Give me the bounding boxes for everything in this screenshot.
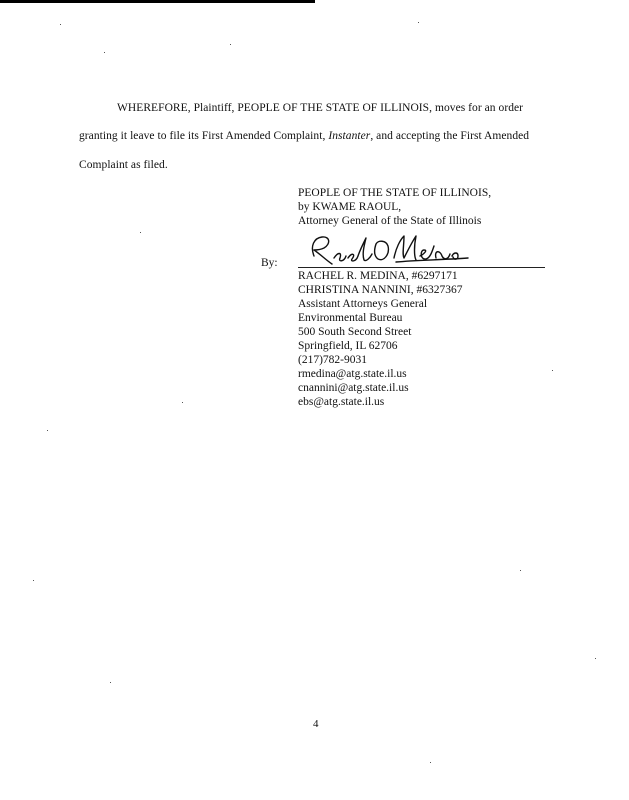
body-line-2-italic: Instanter [328, 130, 371, 142]
scan-speck [552, 370, 553, 371]
scan-speck [104, 52, 105, 53]
attorney-line: Assistant Attorneys General [298, 298, 428, 310]
body-line-2 [79, 130, 529, 142]
signature-line [298, 267, 545, 268]
scan-speck [520, 570, 521, 571]
scan-speck [182, 402, 183, 403]
attorney-line: CHRISTINA NANNINI, #6327367 [298, 284, 463, 296]
scan-speck [140, 232, 141, 233]
scan-speck [430, 762, 431, 763]
attorney-email: cnannini@atg.state.il.us [298, 382, 409, 394]
scan-speck [60, 24, 61, 25]
scan-speck [595, 658, 596, 659]
attorney-email: rmedina@atg.state.il.us [298, 368, 407, 380]
attorney-email: ebs@atg.state.il.us [298, 396, 385, 408]
scan-speck [418, 22, 419, 23]
body-line-3: Complaint as filed. [79, 159, 168, 171]
scan-speck [33, 580, 34, 581]
by-label: By: [261, 257, 278, 269]
attorney-line: (217)782-9031 [298, 354, 367, 366]
party-block [298, 186, 491, 228]
scan-edge-bar [0, 0, 315, 3]
party-office: Attorney General of the State of Illinois [298, 215, 482, 227]
body-line-1: WHEREFORE, Plaintiff, PEOPLE OF THE STATE OF ILLINOIS, moves for an order [117, 102, 524, 114]
party-by-line: by KWAME RAOUL, [298, 201, 402, 213]
handwritten-signature [300, 232, 470, 268]
scan-speck [230, 44, 231, 45]
attorney-line: RACHEL R. MEDINA, #6297171 [298, 270, 458, 282]
attorney-line: 500 South Second Street [298, 326, 412, 338]
attorney-line: Environmental Bureau [298, 312, 403, 324]
scan-speck [110, 682, 111, 683]
body-line-2-start: granting it leave to file its First Amended Complaint, [79, 130, 329, 142]
scan-speck [47, 430, 48, 431]
attorney-line: Springfield, IL 62706 [298, 340, 398, 352]
attorney-block [298, 269, 463, 409]
body-line-2-end: , and accepting the First Amended [370, 130, 530, 142]
page-number: 4 [313, 718, 319, 730]
party-name: PEOPLE OF THE STATE OF ILLINOIS, [298, 187, 492, 199]
